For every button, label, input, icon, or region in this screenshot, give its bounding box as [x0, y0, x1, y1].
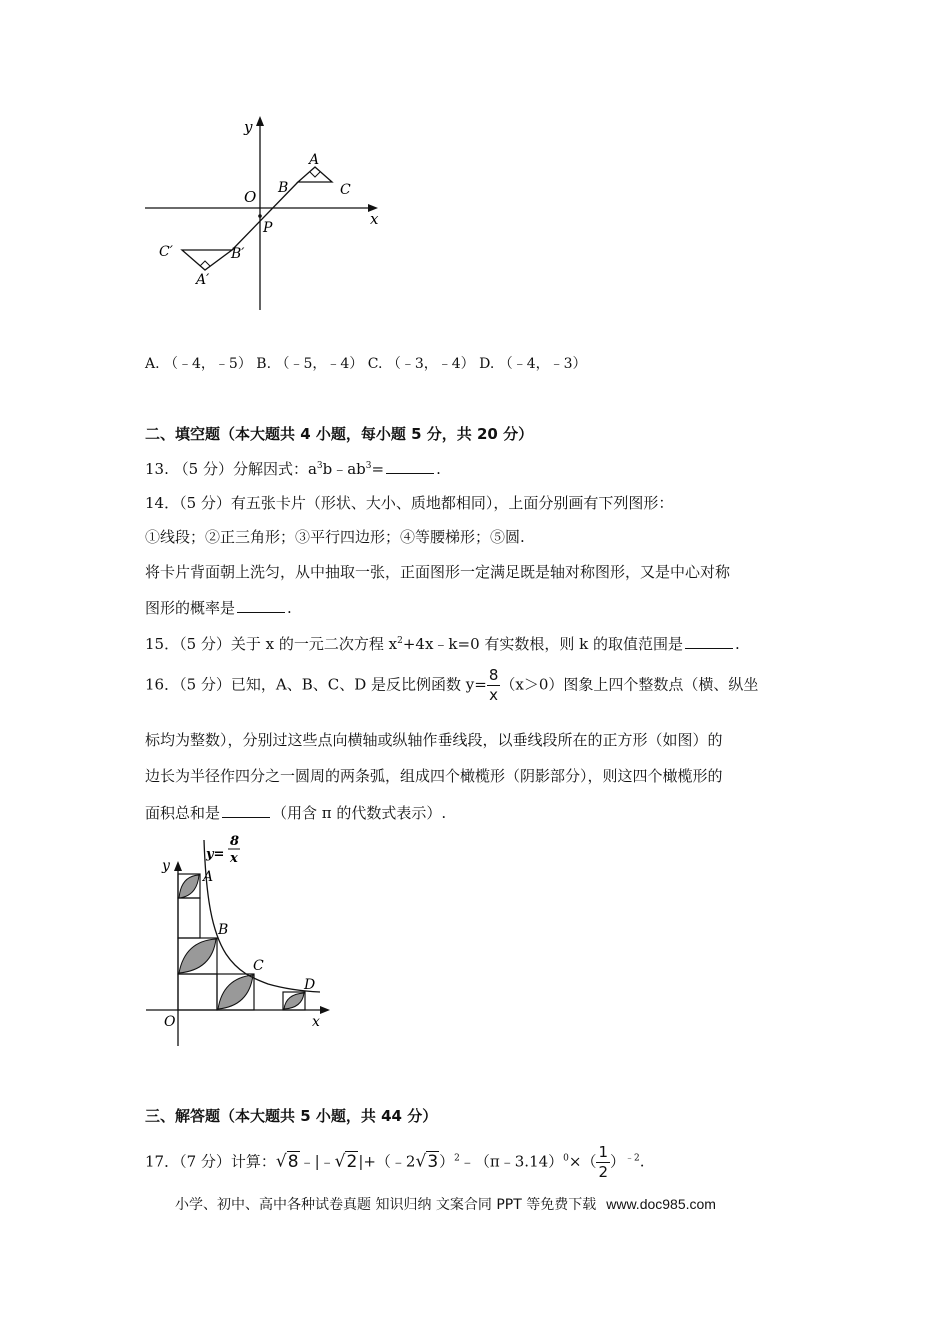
- label-p: P: [263, 220, 273, 236]
- label-a: A: [309, 152, 320, 168]
- label-a: A: [203, 869, 214, 885]
- section3-title: 三、解答题（本大题共 5 小题，共 44 分）: [145, 1107, 438, 1125]
- q17-fraction: $\frac{1}{2}$: [598, 1143, 609, 1181]
- label-c: C: [340, 182, 351, 198]
- footer-text: 小学、初中、高中各种试卷真题 知识归纳 文案合同 PPT 等免费下载: [175, 1197, 597, 1213]
- figure-coordinate-triangles: [140, 110, 390, 320]
- q16-answer-blank: [222, 803, 270, 818]
- x-axis-label: x: [312, 1014, 320, 1030]
- olive-c: [218, 975, 253, 1009]
- label-c: C: [253, 958, 264, 974]
- triangle-abc: [298, 167, 332, 182]
- function-den: x: [230, 851, 238, 866]
- label-b: B: [278, 180, 289, 196]
- origin-label: O: [244, 188, 257, 206]
- olive-b: [179, 939, 216, 973]
- q16-line3: 边长为半径作四分之一圆周的两条弧，组成四个橄榄形（阴影部分），则这四个橄榄形的: [145, 767, 723, 785]
- y-axis-label: y: [162, 858, 170, 874]
- footer-link[interactable]: www.doc985.com: [606, 1196, 716, 1212]
- origin-label: O: [164, 1014, 176, 1030]
- triangle-abc-prime: [182, 250, 232, 270]
- q14-line2: ①线段；②正三角形；③平行四边形；④等腰梯形；⑤圆.: [145, 528, 525, 546]
- q14-line4: 图形的概率是 .: [145, 599, 292, 617]
- olive-a: [179, 875, 199, 898]
- q16-line1: 16．（5 分）已知，A、B、C、D 是反比例函数 y= $\frac{8}{x}$ （x＞0）图象上四个整数点（横、纵坐: [145, 666, 759, 704]
- label-b-prime: B′: [231, 246, 245, 262]
- q16-line4: 面积总和是 （用含 π 的代数式表示）.: [145, 804, 447, 822]
- label-a-prime: A′: [196, 272, 210, 288]
- label-b: B: [218, 922, 229, 938]
- q13-answer-blank: [386, 459, 434, 474]
- q15: 15．（5 分）关于 x 的一元二次方程 $x^2+4x﹣k=0$ 有实数根，则 k 的取值范围是 .: [145, 635, 740, 653]
- q14-line3: 将卡片背面朝上洗匀，从中抽取一张，正面图形一定满足既是轴对称图形，又是中心对称: [145, 563, 731, 581]
- function-lhs: y=: [206, 847, 225, 862]
- q14-line1: 14．（5 分）有五张卡片（形状、大小、质地都相同），上面分别画有下列图形：: [145, 494, 674, 512]
- q15-answer-blank: [685, 634, 733, 649]
- q16-fraction: $\frac{8}{x}$: [488, 666, 499, 704]
- label-d: D: [304, 977, 316, 993]
- q12-options: A. （﹣4，﹣5） B. （﹣5，﹣4） C. （﹣3，﹣4） D. （﹣4，﹣3）: [145, 356, 587, 372]
- q13: 13. （5 分）分解因式：$a^3b﹣ab^3=$ .: [145, 460, 441, 478]
- figure-reciprocal-olives: [140, 828, 340, 1053]
- q17: 17．（7 分）计算：√8﹣|﹣√2|+（﹣2√3）$^2$﹣（π﹣3.14）$^0$×（ $\frac{1}{2}$ ）$^{﹣2}$.: [145, 1143, 645, 1181]
- point-p: [258, 214, 262, 218]
- q16-line2: 标均为整数），分别过这些点向横轴或纵轴作垂线段，以垂线段所在的正方形（如图）的: [145, 731, 723, 749]
- x-axis-label: x: [370, 210, 379, 228]
- q14-answer-blank: [237, 598, 285, 613]
- label-c-prime: C′: [159, 244, 173, 260]
- footer: [175, 1194, 716, 1214]
- olive-d: [284, 993, 304, 1009]
- y-axis-label: y: [244, 118, 253, 136]
- section2-title: 二、填空题（本大题共 4 小题，每小题 5 分，共 20 分）: [145, 425, 534, 443]
- function-num: 8: [230, 834, 240, 849]
